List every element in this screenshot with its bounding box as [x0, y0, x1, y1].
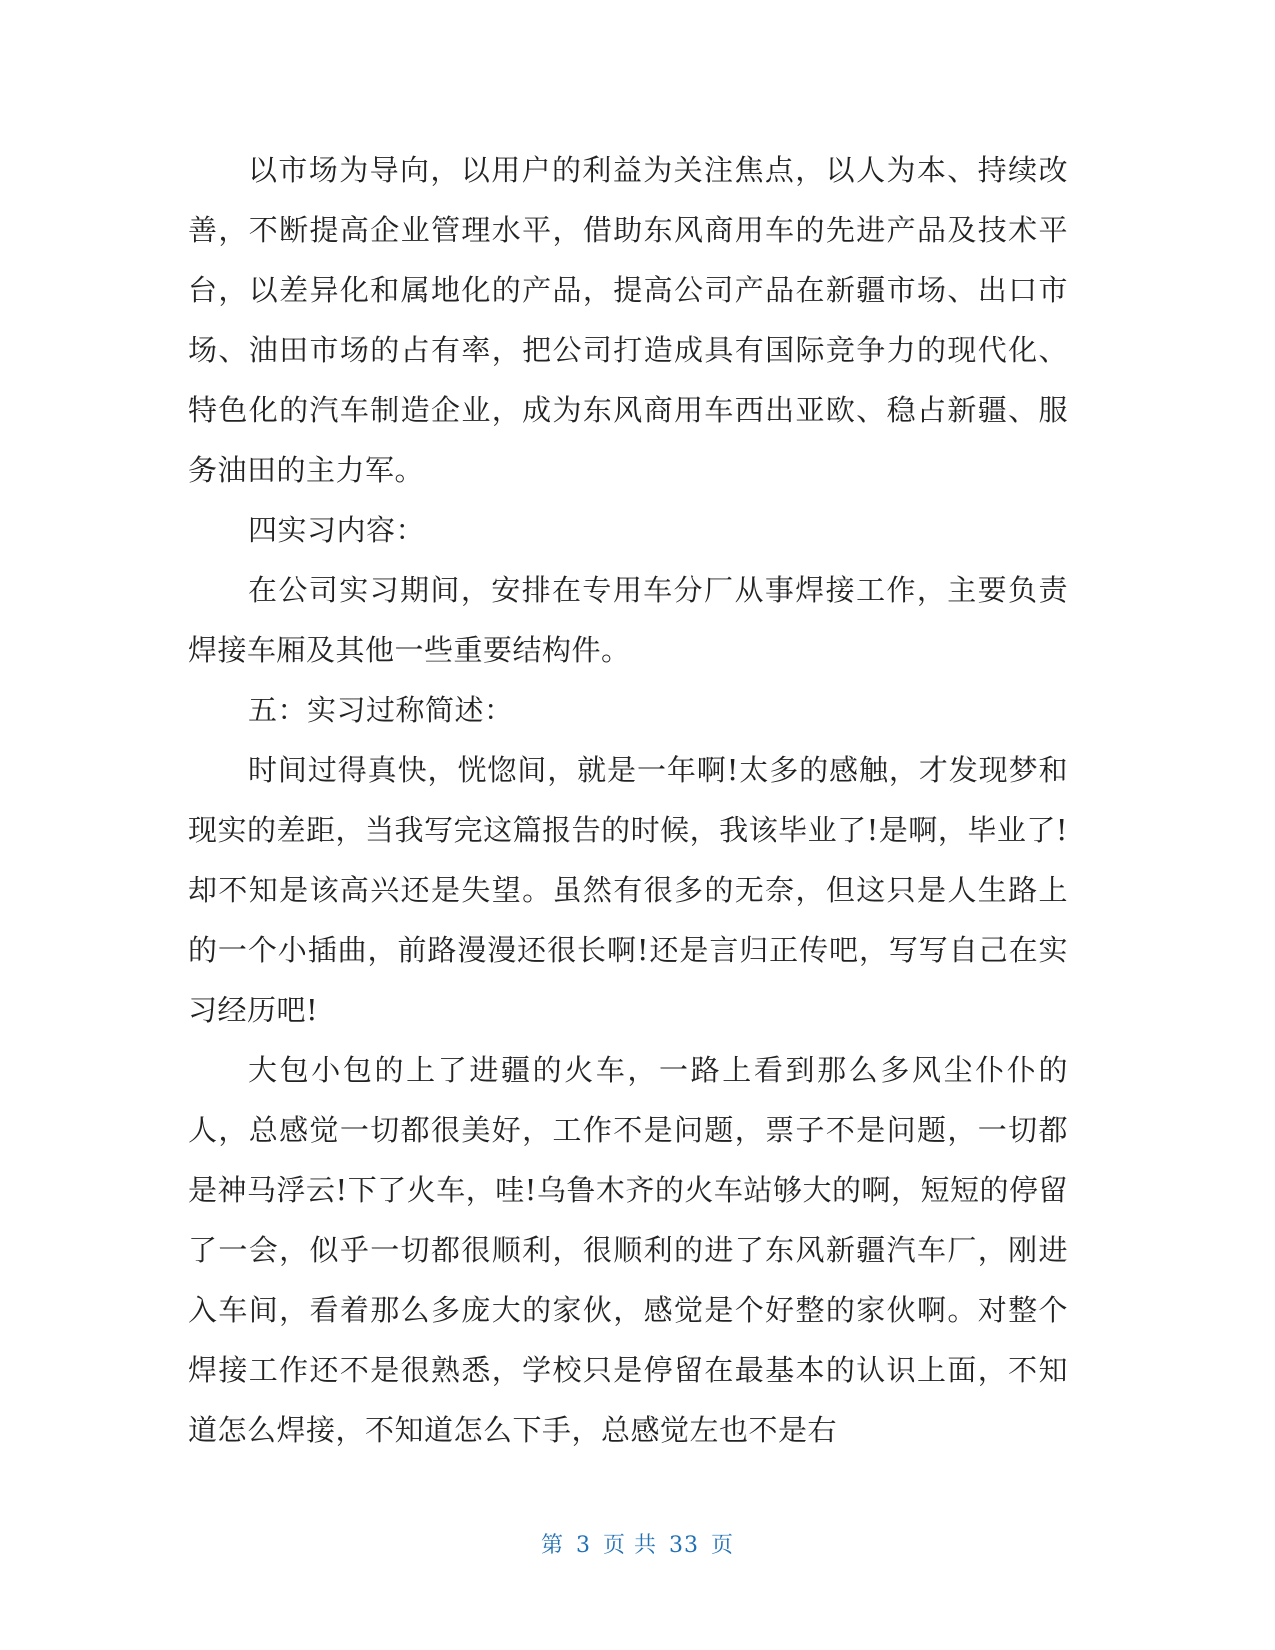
footer-prefix: 第: [540, 1533, 564, 1558]
paragraph-reflection: 时间过得真快，恍惚间，就是一年啊!太多的感触，才发现梦和现实的差距，当我写完这篇报告的时候，我该毕业了!是啊，毕业了!却不知是该高兴还是失望。虽然有很多的无奈，但这只是人生路上的一个小插曲，前路漫漫还很长啊!还是言归正传吧，写写自己在实习经历吧!: [188, 753, 1068, 1027]
section-heading-internship-summary: 五：实习过称简述：: [248, 693, 514, 727]
footer-page-number: 3: [576, 1533, 591, 1558]
page-footer: [0, 1528, 1275, 1559]
footer-suffix: 页: [711, 1533, 735, 1558]
paragraph-internship-content: 在公司实习期间，安排在专用车分厂从事焊接工作，主要负责焊接车厢及其他一些重要结构件。: [188, 573, 1068, 667]
document-body: [188, 140, 1068, 1460]
footer-total-pages: 33: [669, 1533, 699, 1558]
footer-middle: 页 共: [603, 1533, 657, 1558]
section-heading-internship-content: 四实习内容：: [248, 513, 426, 547]
paragraph-mission: 以市场为导向，以用户的利益为关注焦点，以人为本、持续改善，不断提高企业管理水平，借助东风商用车的先进产品及技术平台，以差异化和属地化的产品，提高公司产品在新疆市场、出口市场、油田市场的占有率，把公司打造成具有国际竞争力的现代化、特色化的汽车制造企业，成为东风商用车西出亚欧、稳占新疆、服务油田的主力军。: [188, 153, 1068, 487]
paragraph-arrival: 大包小包的上了进疆的火车，一路上看到那么多风尘仆仆的人，总感觉一切都很美好，工作不是问题，票子不是问题，一切都是神马浮云!下了火车，哇!乌鲁木齐的火车站够大的啊，短短的停留了一会，似乎一切都很顺利，很顺利的进了东风新疆汽车厂，刚进入车间，看着那么多庞大的家伙，感觉是个好整的家伙啊。对整个焊接工作还不是很熟悉，学校只是停留在最基本的认识上面，不知道怎么焊接，不知道怎么下手，总感觉左也不是右: [188, 1053, 1068, 1447]
